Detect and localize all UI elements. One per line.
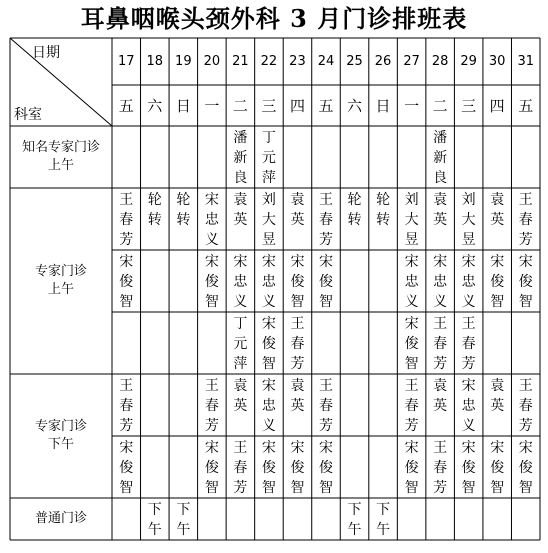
schedule-cell: 宋 俊 智 bbox=[261, 440, 276, 496]
schedule-cell: 王 春 芳 bbox=[433, 440, 448, 496]
schedule-cell: 宋 忠 义 bbox=[261, 254, 276, 310]
schedule-cell: 王 春 芳 bbox=[433, 316, 448, 372]
weekday-cell: 二 bbox=[432, 96, 448, 115]
schedule-cell: 王 春 芳 bbox=[518, 378, 533, 434]
weekday-cell: 四 bbox=[289, 96, 305, 115]
page-title: 耳鼻咽喉头颈外科 3 月门诊排班表 bbox=[80, 4, 468, 33]
weekday-cell: 五 bbox=[318, 96, 334, 115]
schedule-cell: 王 春 芳 bbox=[318, 378, 333, 434]
schedule-cell: 王 春 芳 bbox=[119, 378, 134, 434]
schedule-cell bbox=[340, 314, 369, 374]
section-label-line: 上午 bbox=[47, 282, 74, 297]
schedule-cell bbox=[141, 376, 170, 436]
schedule-cell bbox=[169, 252, 198, 312]
schedule-cell: 宋 俊 智 bbox=[204, 254, 219, 310]
schedule-cell bbox=[112, 128, 141, 188]
schedule-cell: 袁 英 bbox=[433, 378, 448, 414]
schedule-cell: 宋 俊 智 bbox=[461, 440, 476, 496]
schedule-cell bbox=[169, 438, 198, 498]
section-label bbox=[10, 498, 112, 540]
schedule-cell: 宋 俊 智 bbox=[404, 316, 419, 372]
date-cell: 31 bbox=[517, 53, 534, 69]
schedule-cell bbox=[283, 128, 312, 188]
schedule-cell bbox=[169, 314, 198, 374]
schedule-cell: 宋 俊 智 bbox=[318, 440, 333, 496]
date-cell: 23 bbox=[289, 53, 306, 69]
schedule-cell bbox=[454, 128, 483, 188]
section-label-line: 下午 bbox=[47, 437, 74, 452]
section-label-line: 知名专家门诊 bbox=[21, 140, 100, 155]
schedule-cell bbox=[397, 500, 426, 540]
date-cell: 20 bbox=[203, 53, 221, 69]
section-label-line: 专家门诊 bbox=[34, 264, 87, 279]
weekday-cell: 二 bbox=[232, 96, 248, 115]
date-cell: 22 bbox=[260, 53, 278, 69]
header-dept-label: 科室 bbox=[14, 107, 42, 123]
weekday-cell: 五 bbox=[518, 96, 534, 115]
schedule-cell bbox=[198, 500, 227, 540]
schedule-cell: 宋 俊 智 bbox=[261, 316, 276, 372]
section-label bbox=[10, 188, 112, 374]
schedule-cell: 宋 俊 智 bbox=[318, 254, 333, 310]
schedule-cell: 宋 俊 智 bbox=[119, 254, 134, 310]
schedule-cell bbox=[369, 438, 398, 498]
schedule-cell bbox=[198, 314, 227, 374]
schedule-cell bbox=[454, 500, 483, 540]
schedule-cell: 宋 俊 智 bbox=[518, 440, 533, 496]
date-cell: 28 bbox=[431, 53, 449, 69]
schedule-cell: 宋 俊 智 bbox=[518, 254, 533, 310]
schedule-cell bbox=[369, 252, 398, 312]
schedule-cell bbox=[511, 128, 540, 188]
weekday-cell: 日 bbox=[175, 96, 191, 115]
weekday-cell: 五 bbox=[118, 96, 134, 115]
schedule-cell bbox=[426, 500, 455, 540]
schedule-cell: 袁 英 bbox=[233, 192, 248, 228]
schedule-cell: 宋 俊 智 bbox=[404, 440, 419, 496]
schedule-cell: 下 午 bbox=[347, 502, 362, 538]
weekday-cell: 三 bbox=[461, 96, 477, 115]
schedule-cell: 宋 忠 义 bbox=[261, 378, 276, 434]
schedule-cell bbox=[112, 500, 141, 540]
schedule-cell: 袁 英 bbox=[490, 192, 505, 228]
schedule-cell bbox=[141, 252, 170, 312]
section-label-line: 普通门诊 bbox=[34, 511, 87, 526]
schedule-cell: 潘 新 良 bbox=[433, 130, 448, 186]
schedule-cell: 袁 英 bbox=[433, 192, 448, 228]
date-cell: 26 bbox=[374, 53, 392, 69]
schedule-cell: 王 春 芳 bbox=[290, 316, 305, 372]
schedule-cell bbox=[340, 252, 369, 312]
schedule-cell: 袁 英 bbox=[290, 378, 305, 414]
schedule-cell: 潘 新 良 bbox=[233, 130, 248, 186]
weekday-cell: 一 bbox=[404, 96, 420, 115]
schedule-cell: 袁 英 bbox=[290, 192, 305, 228]
schedule-cell: 宋 忠 义 bbox=[204, 192, 219, 248]
date-cell: 21 bbox=[232, 53, 249, 69]
section-label bbox=[10, 374, 112, 498]
schedule-cell bbox=[369, 314, 398, 374]
schedule-cell bbox=[312, 314, 341, 374]
schedule-cell bbox=[369, 128, 398, 188]
schedule-cell: 宋 忠 义 bbox=[461, 378, 476, 434]
schedule-cell: 宋 俊 智 bbox=[290, 440, 305, 496]
weekday-cell: 日 bbox=[375, 96, 391, 115]
schedule-cell bbox=[141, 438, 170, 498]
schedule-cell: 宋 俊 智 bbox=[290, 254, 305, 310]
schedule-cell: 宋 俊 智 bbox=[490, 254, 505, 310]
schedule-cell: 袁 英 bbox=[490, 378, 505, 414]
schedule-cell: 轮 转 bbox=[347, 192, 362, 228]
schedule-cell bbox=[369, 376, 398, 436]
date-cell: 24 bbox=[317, 53, 335, 69]
header-date-label: 日期 bbox=[32, 45, 60, 61]
schedule-cell: 宋 俊 智 bbox=[119, 440, 134, 496]
weekday-cell: 三 bbox=[261, 96, 277, 115]
schedule-cell bbox=[340, 438, 369, 498]
schedule-cell bbox=[226, 500, 255, 540]
schedule-cell bbox=[312, 500, 341, 540]
schedule-cell bbox=[483, 314, 512, 374]
schedule-cell: 下 午 bbox=[376, 502, 391, 538]
date-cell: 25 bbox=[346, 53, 363, 69]
schedule-cell: 宋 忠 义 bbox=[233, 254, 248, 310]
weekday-cell: 六 bbox=[147, 96, 163, 115]
schedule-cell: 下 午 bbox=[147, 502, 162, 538]
schedule-cell bbox=[340, 128, 369, 188]
schedule-cell bbox=[483, 500, 512, 540]
schedule-cell bbox=[169, 376, 198, 436]
date-cell: 18 bbox=[146, 53, 164, 69]
schedule-cell: 宋 忠 义 bbox=[404, 254, 419, 310]
weekday-cell: 一 bbox=[204, 96, 220, 115]
schedule-cell bbox=[511, 314, 540, 374]
schedule-cell bbox=[112, 314, 141, 374]
weekday-cell: 六 bbox=[347, 96, 363, 115]
schedule-cell: 下 午 bbox=[176, 502, 191, 538]
schedule-cell: 宋 忠 义 bbox=[433, 254, 448, 310]
schedule-cell: 刘 大 昱 bbox=[461, 192, 476, 248]
section-label bbox=[10, 126, 112, 188]
schedule-cell bbox=[198, 128, 227, 188]
schedule-cell: 轮 转 bbox=[147, 192, 162, 228]
schedule-cell: 王 春 芳 bbox=[404, 378, 419, 434]
schedule-cell: 宋 忠 义 bbox=[461, 254, 476, 310]
schedule-cell: 刘 大 昱 bbox=[404, 192, 419, 248]
schedule-cell: 丁 元 萍 bbox=[233, 316, 248, 372]
schedule-cell: 袁 英 bbox=[233, 378, 248, 414]
schedule-cell bbox=[141, 128, 170, 188]
schedule-cell: 刘 大 昱 bbox=[261, 192, 276, 248]
section-label-line: 上午 bbox=[47, 158, 74, 173]
schedule-cell bbox=[397, 128, 426, 188]
schedule-cell bbox=[141, 314, 170, 374]
schedule-cell bbox=[511, 500, 540, 540]
schedule-cell: 王 春 芳 bbox=[318, 192, 333, 248]
schedule-cell: 王 春 芳 bbox=[204, 378, 219, 434]
schedule-cell bbox=[255, 500, 284, 540]
date-cell: 27 bbox=[403, 53, 420, 69]
schedule-cell bbox=[283, 500, 312, 540]
schedule-cell: 王 春 芳 bbox=[461, 316, 476, 372]
schedule-cell: 轮 转 bbox=[376, 192, 391, 228]
schedule-cell bbox=[169, 128, 198, 188]
schedule-cell: 王 春 芳 bbox=[233, 440, 248, 496]
schedule-cell: 宋 俊 智 bbox=[490, 440, 505, 496]
schedule-cell: 宋 俊 智 bbox=[204, 440, 219, 496]
date-cell: 30 bbox=[488, 53, 506, 69]
date-cell: 29 bbox=[460, 53, 477, 69]
schedule-cell bbox=[312, 128, 341, 188]
schedule-cell: 轮 转 bbox=[176, 192, 191, 228]
section-label-line: 专家门诊 bbox=[34, 419, 87, 434]
date-cell: 19 bbox=[175, 53, 192, 69]
date-cell: 17 bbox=[117, 53, 135, 69]
schedule-cell: 丁 元 萍 bbox=[261, 130, 276, 186]
weekday-cell: 四 bbox=[489, 96, 505, 115]
schedule-cell bbox=[340, 376, 369, 436]
schedule-cell bbox=[483, 128, 512, 188]
schedule-cell: 王 春 芳 bbox=[119, 192, 134, 248]
schedule-cell: 王 春 芳 bbox=[518, 192, 533, 248]
